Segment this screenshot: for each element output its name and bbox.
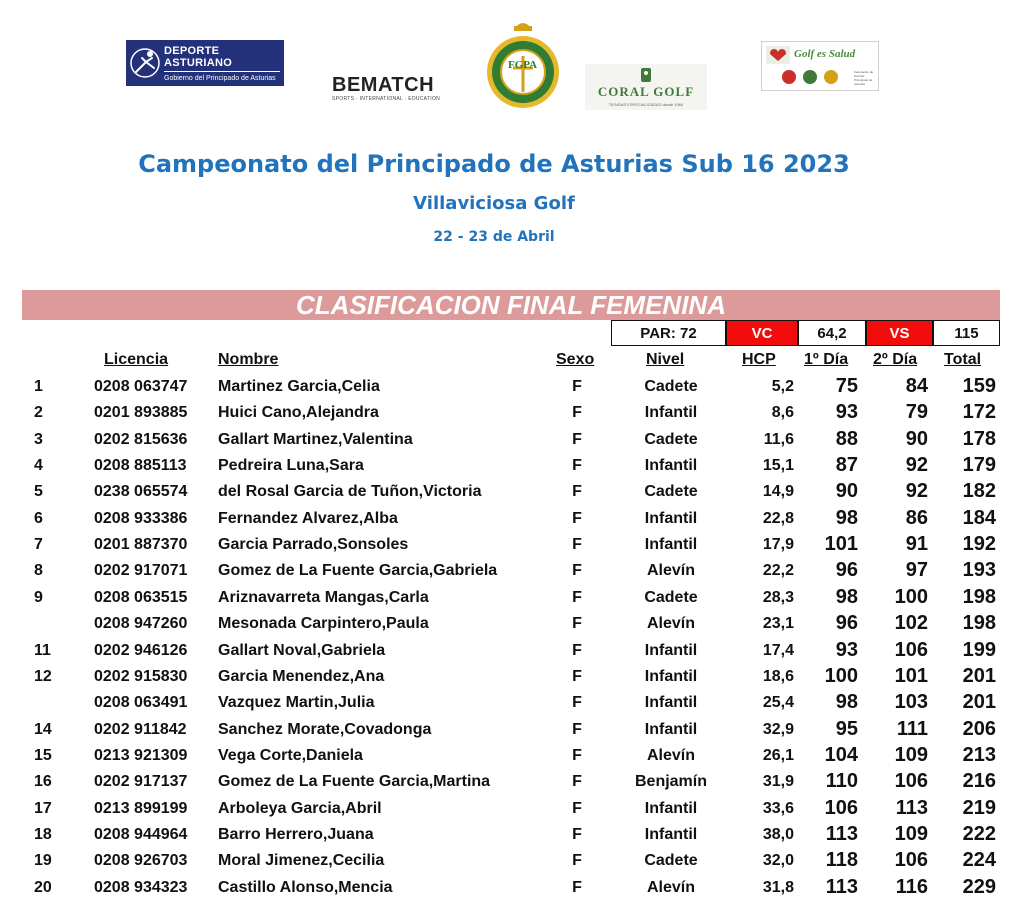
- row-dia2: 109: [894, 743, 928, 766]
- row-nivel: Alevín: [646, 878, 695, 896]
- row-nombre: Sanchez Morate,Covadonga: [218, 720, 432, 738]
- row-dia1: 113: [825, 822, 858, 845]
- row-dia1: 93: [835, 401, 858, 424]
- row-total: 216: [962, 770, 996, 793]
- row-hcp: 14,9: [762, 483, 794, 501]
- row-licencia: 0213 921309: [94, 746, 188, 764]
- row-nivel: Infantil: [644, 694, 698, 712]
- row-dia1: 96: [835, 612, 858, 635]
- row-hcp: 28,3: [762, 588, 794, 606]
- table-row: [0, 506, 1024, 532]
- coral-golf-tagline: TIENDAS ESPECIALIZADAS desde 1984: [608, 102, 684, 107]
- row-licencia: 0202 917071: [94, 562, 188, 580]
- row-sexo: F: [572, 720, 582, 738]
- heart-icon: [766, 46, 790, 64]
- table-row: [0, 611, 1024, 637]
- row-nombre: Fernandez Alvarez,Alba: [218, 509, 398, 527]
- row-dia2: 101: [894, 664, 928, 687]
- deporte-asturiano-logo: [126, 40, 284, 86]
- sport-figure-icon: [126, 40, 164, 86]
- row-nivel: Infantil: [644, 667, 698, 685]
- row-licencia: 0202 911842: [94, 720, 187, 738]
- row-sexo: F: [572, 641, 582, 659]
- header-total: Total: [944, 351, 982, 368]
- row-position: 6: [34, 509, 43, 527]
- row-total: 222: [962, 822, 996, 845]
- sponsor-crests-icon: [780, 68, 850, 86]
- row-licencia: 0208 063491: [94, 694, 188, 712]
- row-position: 17: [34, 799, 52, 817]
- row-dia1: 90: [835, 480, 858, 503]
- row-nombre: Vazquez Martin,Julia: [218, 694, 375, 712]
- row-position: 5: [34, 483, 43, 501]
- row-licencia: 0202 946126: [94, 641, 188, 659]
- row-sexo: F: [572, 746, 582, 764]
- row-total: 206: [962, 717, 996, 740]
- row-dia2: 102: [894, 612, 928, 635]
- row-position: 8: [34, 562, 43, 580]
- row-licencia: 0202 815636: [94, 430, 188, 448]
- row-nivel: Cadete: [644, 378, 698, 395]
- row-nombre: Pedreira Luna,Sara: [218, 457, 364, 475]
- row-hcp: 17,4: [762, 641, 794, 659]
- row-licencia: 0202 917137: [94, 773, 188, 791]
- row-position: 2: [34, 404, 43, 422]
- row-total: 184: [962, 506, 996, 529]
- header-nivel: Nivel: [646, 351, 685, 368]
- row-dia2: 113: [895, 796, 928, 819]
- golf-es-salud-logo: [761, 41, 879, 91]
- row-hcp: 8,6: [771, 404, 794, 422]
- row-dia1: 100: [824, 664, 858, 687]
- row-sexo: F: [572, 404, 582, 422]
- row-sexo: F: [572, 799, 582, 817]
- deporte-asturiano-name: DEPORTE ASTURIANO: [164, 45, 280, 72]
- row-position: 12: [34, 667, 52, 685]
- golf-es-salud-name: Golf es Salud: [794, 48, 856, 60]
- row-licencia: 0208 933386: [94, 509, 188, 527]
- row-licencia: 0201 887370: [94, 536, 188, 554]
- row-nombre: Gomez de La Fuente Garcia,Gabriela: [218, 562, 498, 580]
- row-licencia: 0208 944964: [94, 825, 188, 843]
- vc-label: VC: [751, 324, 773, 342]
- row-sexo: F: [572, 483, 582, 501]
- row-dia1: 75: [835, 375, 858, 397]
- par-box: [611, 320, 726, 346]
- row-nombre: Barro Herrero,Juana: [218, 825, 374, 843]
- golf-es-salud-small: Federación de Golf del Principado de Asturias: [854, 70, 874, 86]
- vc-label-box: [726, 320, 798, 346]
- row-nivel: Infantil: [644, 720, 698, 738]
- row-sexo: F: [572, 615, 582, 633]
- row-total: 198: [962, 585, 996, 608]
- table-row: [0, 743, 1024, 769]
- row-total: 199: [962, 638, 996, 661]
- row-position: 3: [34, 430, 43, 448]
- bematch-logo: [332, 74, 454, 102]
- row-dia1: 106: [824, 796, 858, 819]
- event-dates: 22 - 23 de Abril: [433, 229, 555, 245]
- row-dia2: 109: [894, 822, 928, 845]
- svg-text:FGPA: FGPA: [508, 59, 538, 71]
- header-hcp: HCP: [742, 351, 776, 368]
- row-dia1: 96: [835, 559, 858, 582]
- row-nombre: Ariznavarreta Mangas,Carla: [218, 588, 429, 606]
- row-dia1: 101: [824, 533, 858, 556]
- row-total: 192: [962, 533, 996, 556]
- row-dia2: 103: [894, 691, 928, 714]
- row-total: 159: [962, 375, 996, 397]
- table-row: [0, 664, 1024, 690]
- row-sexo: F: [572, 588, 582, 606]
- row-dia2: 116: [895, 875, 928, 898]
- event-title: Campeonato del Principado de Asturias Sub 16 2023: [138, 150, 850, 178]
- row-nivel: Cadete: [644, 852, 698, 870]
- row-licencia: 0208 947260: [94, 615, 188, 633]
- table-row: [0, 532, 1024, 558]
- row-licencia: 0201 893885: [94, 404, 188, 422]
- row-nivel: Infantil: [644, 641, 698, 659]
- table-row: [0, 822, 1024, 848]
- row-sexo: F: [572, 773, 582, 791]
- row-dia1: 98: [835, 506, 858, 529]
- table-row: [0, 717, 1024, 743]
- row-hcp: 31,8: [762, 878, 794, 896]
- row-sexo: F: [572, 667, 582, 685]
- header-nombre: Nombre: [218, 351, 279, 368]
- row-hcp: 22,2: [762, 562, 794, 580]
- classification-banner: [22, 290, 1000, 320]
- vs-value: 115: [954, 324, 979, 342]
- table-row: [0, 427, 1024, 453]
- row-hcp: 17,9: [762, 536, 794, 554]
- vs-label-box: [866, 320, 933, 346]
- row-nombre: Gallart Noval,Gabriela: [218, 641, 386, 659]
- row-total: 182: [962, 480, 996, 503]
- row-sexo: F: [572, 825, 582, 843]
- row-nivel: Infantil: [644, 799, 698, 817]
- row-position: 19: [34, 852, 52, 870]
- row-nivel: Alevín: [646, 562, 695, 580]
- row-nivel: Infantil: [644, 825, 698, 843]
- row-hcp: 22,8: [762, 509, 794, 527]
- row-dia1: 95: [835, 717, 858, 740]
- row-hcp: 18,6: [762, 667, 794, 685]
- row-position: 18: [34, 825, 52, 843]
- row-sexo: F: [572, 852, 582, 870]
- row-licencia: 0238 065574: [94, 483, 188, 501]
- row-dia1: 113: [825, 875, 858, 898]
- table-row: [0, 374, 1024, 400]
- row-dia1: 93: [835, 638, 858, 661]
- row-hcp: 26,1: [762, 746, 794, 764]
- row-nivel: Infantil: [644, 536, 698, 554]
- row-nivel: Alevín: [646, 615, 695, 633]
- row-nombre: Castillo Alonso,Mencia: [218, 878, 393, 896]
- row-nombre: Huici Cano,Alejandra: [218, 404, 379, 422]
- row-dia2: 90: [905, 427, 928, 450]
- row-nombre: Moral Jimenez,Cecilia: [218, 852, 385, 870]
- table-row: [0, 585, 1024, 611]
- row-position: 16: [34, 773, 52, 791]
- header-sexo: Sexo: [556, 351, 595, 368]
- header-dia1: 1º Día: [804, 351, 849, 368]
- row-sexo: F: [572, 536, 582, 554]
- row-dia1: 98: [835, 585, 858, 608]
- row-total: 213: [962, 743, 996, 766]
- row-total: 172: [962, 401, 996, 424]
- table-row: [0, 796, 1024, 822]
- row-dia2: 86: [905, 506, 928, 529]
- table-row: [0, 848, 1024, 874]
- table-row: [0, 479, 1024, 505]
- row-hcp: 38,0: [762, 825, 794, 843]
- row-position: 4: [34, 457, 43, 475]
- row-hcp: 33,6: [762, 799, 794, 817]
- event-venue: Villaviciosa Golf: [413, 193, 575, 214]
- row-sexo: F: [572, 562, 582, 580]
- row-nombre: Mesonada Carpintero,Paula: [218, 615, 429, 633]
- row-nombre: Garcia Parrado,Sonsoles: [218, 536, 409, 554]
- coral-golf-name: CORAL GOLF: [597, 84, 695, 99]
- row-dia2: 92: [905, 454, 928, 477]
- row-total: 178: [962, 427, 996, 450]
- bematch-name: BEMATCH: [332, 74, 435, 96]
- row-nombre: Vega Corte,Daniela: [218, 746, 363, 764]
- deporte-asturiano-sub: Gobierno del Principado de Asturias: [164, 74, 276, 82]
- row-licencia: 0202 915830: [94, 667, 188, 685]
- row-dia2: 84: [905, 375, 928, 397]
- vc-value-box: [798, 320, 866, 346]
- banner-title: CLASIFICACION FINAL FEMENINA: [296, 290, 726, 320]
- row-nivel: Benjamín: [634, 773, 707, 791]
- row-total: 201: [962, 691, 996, 714]
- row-position: 9: [34, 588, 43, 606]
- row-nombre: Gallart Martinez,Valentina: [218, 430, 413, 448]
- table-row: [0, 400, 1024, 426]
- row-nivel: Infantil: [644, 404, 698, 422]
- row-total: 201: [962, 664, 996, 687]
- table-row: [0, 690, 1024, 716]
- row-nombre: Arboleya Garcia,Abril: [218, 799, 382, 817]
- golf-flag-icon: [640, 67, 652, 83]
- row-sexo: F: [572, 509, 582, 527]
- row-hcp: 23,1: [762, 615, 794, 633]
- row-total: 219: [962, 796, 996, 819]
- row-licencia: 0208 063515: [94, 588, 188, 606]
- row-total: 198: [962, 612, 996, 635]
- vs-label: VS: [889, 324, 910, 342]
- row-position: 1: [34, 378, 43, 395]
- row-nombre: Martinez Garcia,Celia: [218, 378, 380, 395]
- row-total: 193: [962, 559, 996, 582]
- row-sexo: F: [572, 430, 582, 448]
- row-nombre: Gomez de La Fuente Garcia,Martina: [218, 773, 491, 791]
- row-total: 179: [962, 454, 996, 477]
- row-dia2: 111: [896, 717, 928, 740]
- row-dia1: 98: [835, 691, 858, 714]
- header-licencia: Licencia: [104, 351, 169, 368]
- row-dia1: 88: [835, 427, 858, 450]
- table-row: [0, 875, 1024, 901]
- row-sexo: F: [572, 694, 582, 712]
- row-licencia: 0208 885113: [94, 457, 187, 475]
- row-dia1: 118: [825, 849, 858, 872]
- table-row: [0, 638, 1024, 664]
- row-position: 14: [34, 720, 52, 738]
- row-position: 15: [34, 746, 52, 764]
- vc-value: 64,2: [817, 324, 847, 342]
- row-sexo: F: [572, 878, 582, 896]
- table-row: [0, 558, 1024, 584]
- row-position: 7: [34, 536, 43, 554]
- row-nivel: Alevín: [646, 746, 695, 764]
- row-hcp: 5,2: [771, 378, 794, 395]
- row-nivel: Infantil: [644, 509, 698, 527]
- row-hcp: 15,1: [762, 457, 794, 475]
- row-nivel: Cadete: [644, 430, 698, 448]
- row-nombre: del Rosal Garcia de Tuñon,Victoria: [218, 483, 482, 501]
- row-dia2: 106: [894, 849, 928, 872]
- row-licencia: 0208 926703: [94, 852, 188, 870]
- row-hcp: 11,6: [763, 430, 794, 448]
- row-position: 11: [34, 641, 51, 659]
- row-dia2: 79: [905, 401, 928, 424]
- federacion-golf-asturias-crest: [484, 16, 562, 110]
- row-dia2: 92: [905, 480, 928, 503]
- row-hcp: 25,4: [762, 694, 794, 712]
- row-dia2: 97: [905, 559, 928, 582]
- row-licencia: 0213 899199: [94, 799, 188, 817]
- row-dia2: 106: [894, 770, 928, 793]
- row-hcp: 31,9: [762, 773, 794, 791]
- bematch-tagline: SPORTS · INTERNATIONAL · EDUCATION: [332, 96, 441, 102]
- row-total: 224: [962, 849, 996, 872]
- row-nivel: Cadete: [644, 483, 698, 501]
- row-nivel: Cadete: [644, 588, 698, 606]
- row-licencia: 0208 934323: [94, 878, 188, 896]
- row-nivel: Infantil: [644, 457, 698, 475]
- row-dia1: 104: [824, 743, 858, 766]
- row-dia2: 106: [894, 638, 928, 661]
- par-label: PAR: 72: [640, 324, 697, 342]
- vs-value-box: [933, 320, 1000, 346]
- table-row: [0, 453, 1024, 479]
- row-licencia: 0208 063747: [94, 378, 188, 395]
- row-hcp: 32,0: [762, 852, 794, 870]
- row-dia2: 100: [894, 585, 928, 608]
- row-dia2: 91: [905, 533, 928, 556]
- row-nombre: Garcia Menendez,Ana: [218, 667, 385, 685]
- row-total: 229: [962, 875, 996, 898]
- table-row: [0, 769, 1024, 795]
- header-dia2: 2º Día: [873, 351, 918, 368]
- coral-golf-logo: [585, 64, 707, 110]
- row-sexo: F: [572, 457, 582, 475]
- row-position: 20: [34, 878, 52, 896]
- row-sexo: F: [572, 378, 582, 395]
- row-hcp: 32,9: [762, 720, 794, 738]
- row-dia1: 110: [825, 770, 858, 793]
- row-dia1: 87: [835, 454, 858, 477]
